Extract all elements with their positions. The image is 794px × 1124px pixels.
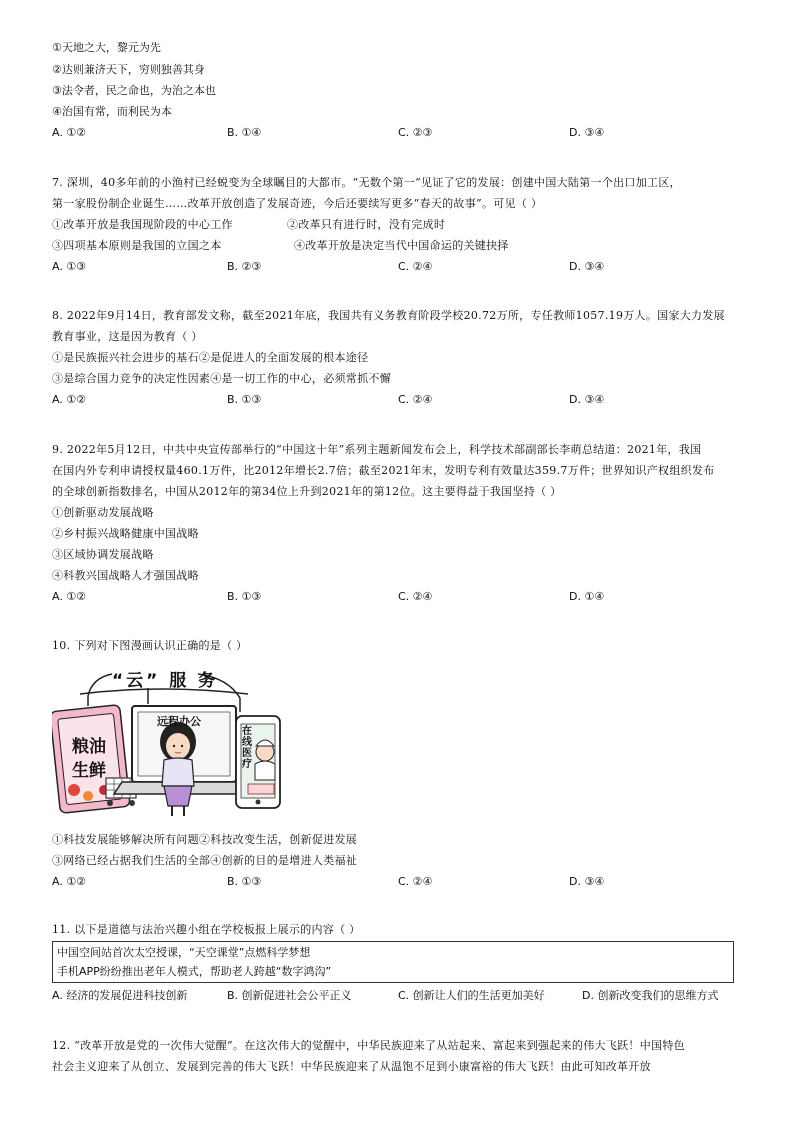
q7-choices: [52, 259, 752, 275]
q9-item-3: ③区域协调发展战略: [52, 548, 154, 561]
q12-stem-line-2: 社会主义迎来了从创立、发展到完善的伟大飞跃！中华民族迎来了从温饱不足到小康富裕的伟大飞跃！由此可知改革开放: [52, 1060, 651, 1073]
q11-choices: [52, 988, 752, 1004]
q10-choices: [52, 874, 752, 890]
q9-stem-line-2: 在国内外专利申请授权量460.1万件，比2012年增长2.7倍；截至2021年末，发明专利有效量达359.7万件；世界知识产权组织发布: [52, 464, 715, 477]
q8-choice-a[interactable]: A. ①②: [52, 393, 87, 406]
q12-stem-line-1: 12. “改革开放是党的一次伟大觉醒”。在这次伟大的觉醒中，中华民族迎来了从站起来、富起来到强起来的伟大飞跃！中国特色: [52, 1039, 685, 1052]
q9-choice-a[interactable]: A. ①②: [52, 590, 87, 603]
q7-choice-b[interactable]: B. ②③: [227, 260, 262, 273]
q8-choice-c[interactable]: C. ②④: [398, 393, 433, 406]
q7-stem-line-2: 第一家股份制企业诞生……改革开放创造了发展奇迹，今后还要续写更多“春天的故事”。可见（ ）: [52, 197, 543, 210]
q8-items-line-2: ③是综合国力竞争的决定性因素④是一切工作的中心，必须常抓不懈: [52, 372, 391, 385]
q8-choice-d[interactable]: D. ③④: [569, 393, 605, 406]
q9-item-4: ④科教兴国战略人才强国战略: [52, 569, 199, 582]
q7-item-4: ④改革开放是决定当代中国命运的关键抉择: [294, 239, 509, 252]
q11-stem: 11. 以下是道德与法治兴趣小组在学校板报上展示的内容（ ）: [52, 923, 361, 936]
q7-stem-line-1: 7. 深圳，40多年前的小渔村已经蜕变为全球瞩目的大都市。“无数个第一”见证了它的发展：创建中国大陆第一个出口加工区，: [52, 176, 681, 189]
q11-board-line-2: 手机APP纷纷推出老年人模式，帮助老人跨越“数字鸿沟”: [57, 965, 332, 978]
q7-choice-c[interactable]: C. ②④: [398, 260, 433, 273]
q10-choice-a[interactable]: A. ①②: [52, 875, 87, 888]
q7-choice-d[interactable]: D. ③④: [569, 260, 605, 273]
q11-choice-d[interactable]: D. 创新改变我们的思维方式: [582, 989, 719, 1002]
q8-choice-b[interactable]: B. ①③: [227, 393, 262, 406]
q6-choice-d[interactable]: D. ③④: [569, 126, 605, 139]
q11-choice-b[interactable]: B. 创新促进社会公平正义: [227, 989, 352, 1002]
q10-choice-c[interactable]: C. ②④: [398, 875, 433, 888]
q6-choice-b[interactable]: B. ①④: [227, 126, 262, 139]
q8-stem-line-2: 教育事业，这是因为教育（ ）: [52, 330, 203, 343]
q9-choice-b[interactable]: B. ①③: [227, 590, 262, 603]
q11-board-line-1: 中国空间站首次太空授课，“天空课堂”点燃科学梦想: [57, 946, 311, 959]
q11-choice-c[interactable]: C. 创新让人们的生活更加美好: [398, 989, 545, 1002]
q10-items-line-2: ③网络已经占据我们生活的全部④创新的目的是增进人类福祉: [52, 854, 358, 867]
q6-choice-c[interactable]: C. ②③: [398, 126, 433, 139]
cartoon-phone-char-4: 疗: [242, 759, 252, 770]
q9-stem-line-1: 9. 2022年5月12日，中共中央宣传部举行的“中国这十年”系列主题新闻发布会上，科学技术部副部长李萌总结道：2021年，我国: [52, 443, 702, 456]
cloud-service-cartoon: [52, 660, 302, 820]
q8-items-line-1: ①是民族振兴社会进步的基石②是促进人的全面发展的根本途径: [52, 351, 369, 364]
cartoon-screen-label: 远程办公: [157, 715, 201, 728]
q6-item-1: ①天地之大，黎元为先: [52, 41, 161, 54]
cartoon-phone-char-3: 医: [242, 748, 252, 759]
q11-choice-a[interactable]: A. 经济的发展促进科技创新: [52, 989, 188, 1002]
q8-stem-line-1: 8. 2022年9月14日，教育部发文称，截至2021年底，我国共有义务教育阶段学校20.72万所，专任教师1057.19万人。国家大力发展: [52, 309, 725, 322]
q9-item-1: ①创新驱动发展战略: [52, 506, 154, 519]
q10-choice-b[interactable]: B. ①③: [227, 875, 262, 888]
q6-choices: [52, 125, 752, 141]
q7-item-2: ②改革只有进行时，没有完成时: [287, 218, 446, 231]
cartoon-phone-char-2: 线: [242, 737, 252, 748]
q6-item-4: ④治国有常，而利民为本: [52, 105, 172, 118]
q9-choice-d[interactable]: D. ①④: [569, 590, 605, 603]
q9-choices: [52, 589, 752, 605]
q8-choices: [52, 392, 752, 408]
q6-item-3: ③法令者，民之命也，为治之本也: [52, 84, 216, 97]
q6-item-2: ②达则兼济天下，穷则独善其身: [52, 63, 205, 76]
q7-choice-a[interactable]: A. ①③: [52, 260, 87, 273]
q9-stem-line-3: 的全球创新指数排名，中国从2012年的第34位上升到2021年的第12位。这主要得益于我国坚持（ ）: [52, 485, 562, 498]
q11-board-content: [52, 941, 734, 983]
cartoon-phone-char-1: 在: [242, 726, 252, 737]
q10-stem: 10. 下列对下图漫画认识正确的是（ ）: [52, 639, 248, 652]
q9-item-2: ②乡村振兴战略健康中国战略: [52, 527, 199, 540]
q7-item-1: ①改革开放是我国现阶段的中心工作: [52, 218, 233, 231]
q9-choice-c[interactable]: C. ②④: [398, 590, 433, 603]
cartoon-poster-line-1: 粮油: [72, 737, 106, 757]
cartoon-title: “云” 服 务: [112, 671, 219, 691]
q6-choice-a[interactable]: A. ①②: [52, 126, 87, 139]
q10-items-line-1: ①科技发展能够解决所有问题②科技改变生活，创新促进发展: [52, 833, 358, 846]
q10-choice-d[interactable]: D. ③④: [569, 875, 605, 888]
q7-item-3: ③四项基本原则是我国的立国之本: [52, 239, 222, 252]
cartoon-poster-line-2: 生鲜: [72, 761, 106, 781]
